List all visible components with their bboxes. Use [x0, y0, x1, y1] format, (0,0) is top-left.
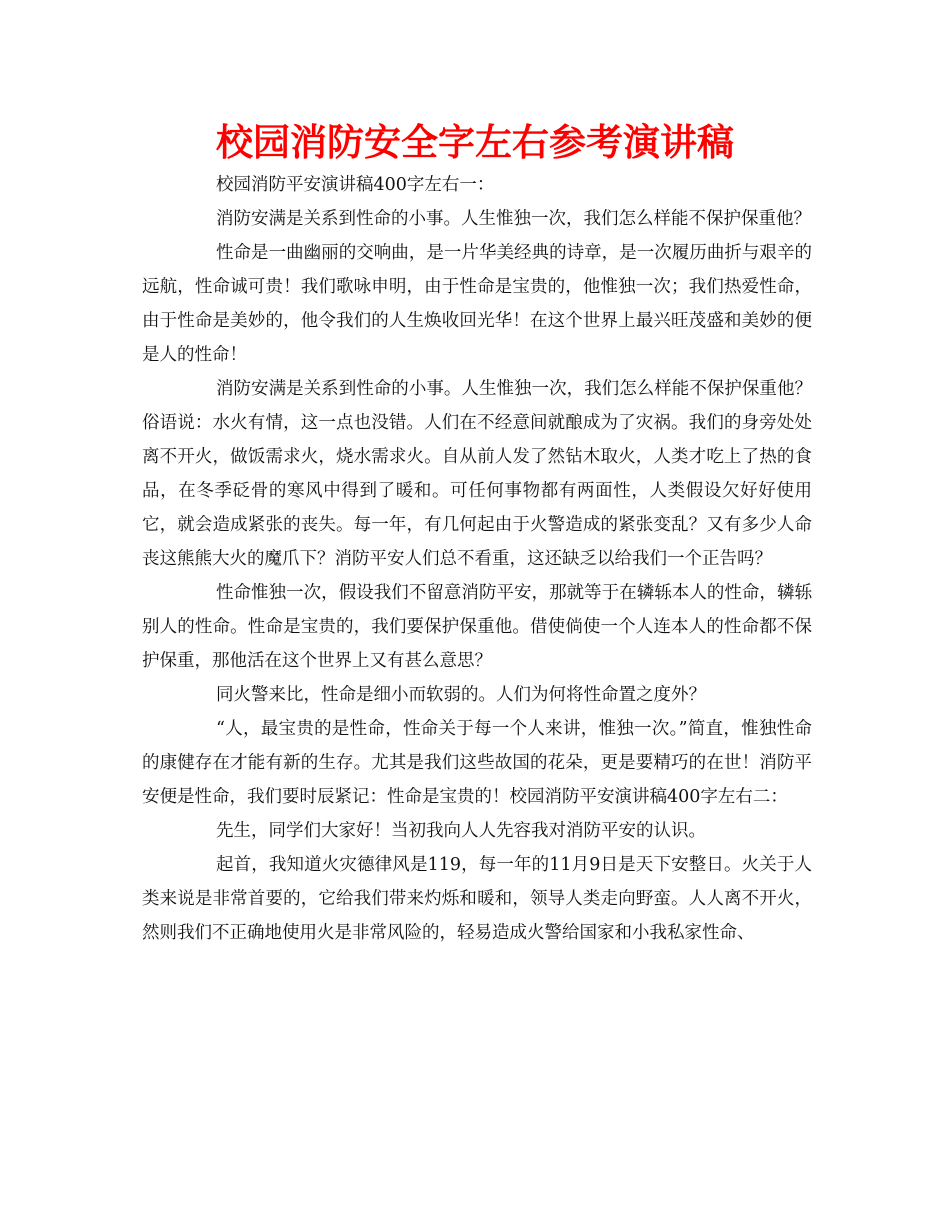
body-paragraph: 性命是一曲幽丽的交响曲，是一片华美经典的诗章，是一次履历曲折与艰辛的远航，性命诚可贵！我们歌咏申明，由于性命是宝贵的，他惟独一次；我们热爱性命，由于性命是美妙的，他令我们的人生焕收回光华！在这个世界上最兴旺茂盛和美妙的便是人的性命！: [142, 243, 812, 365]
body-paragraph: 消防安满是关系到性命的小事。人生惟独一次，我们怎么样能不保护保重他？: [216, 209, 811, 229]
body-paragraph: “人，最宝贵的是性命，性命关于每一个人来讲，惟独一次。”简直，惟独性命的康健存在才能有新的生存。尤其是我们这些故国的花朵，更是要精巧的在世！消防平安便是性命，我们要时辰紧记：性命是宝贵的！校园消防平安演讲稿400字左右二：: [142, 719, 812, 807]
section-heading-1: 校园消防平安演讲稿400字左右一：: [216, 175, 495, 195]
body-paragraph: 性命惟独一次，假设我们不留意消防平安，那就等于在辚轹本人的性命，辚轹别人的性命。性命是宝贵的，我们要保护保重他。借使倘使一个人连本人的性命都不保护保重，那他活在这个世界上又有甚么意思？: [142, 583, 812, 671]
document-body: [142, 168, 812, 950]
document-title: 校园消防安全字左右参考演讲稿: [216, 121, 734, 164]
body-paragraph: 起首，我知道火灾德律风是119，每一年的11月9日是天下安整日。火关于人类来说是非常首要的，它给我们带来灼烁和暖和，领导人类走向野蛮。人人离不开火，然则我们不正确地使用火是非常风险的，轻易造成火警给国家和小我私家性命、: [142, 855, 812, 943]
body-paragraph: 同火警来比，性命是细小而软弱的。人们为何将性命置之度外？: [216, 685, 706, 705]
body-paragraph: 先生，同学们大家好！当初我向人人先容我对消防平安的认识。: [216, 821, 706, 841]
body-paragraph: 消防安满是关系到性命的小事。人生惟独一次，我们怎么样能不保护保重他？俗语说：水火有情，这一点也没错。人们在不经意间就酿成为了灾祸。我们的身旁处处离不开火，做饭需求火，烧水需求火。自从前人发了然钻木取火，人类才吃上了热的食品，在冬季砭骨的寒风中得到了暖和。可任何事物都有两面性，人类假设欠好好使用它，就会造成紧张的丧失。每一年，有几何起由于火警造成的紧张变乱？又有多少人命丧这熊熊大火的魔爪下？消防平安人们总不看重，这还缺乏以给我们一个正告吗？: [142, 379, 812, 569]
